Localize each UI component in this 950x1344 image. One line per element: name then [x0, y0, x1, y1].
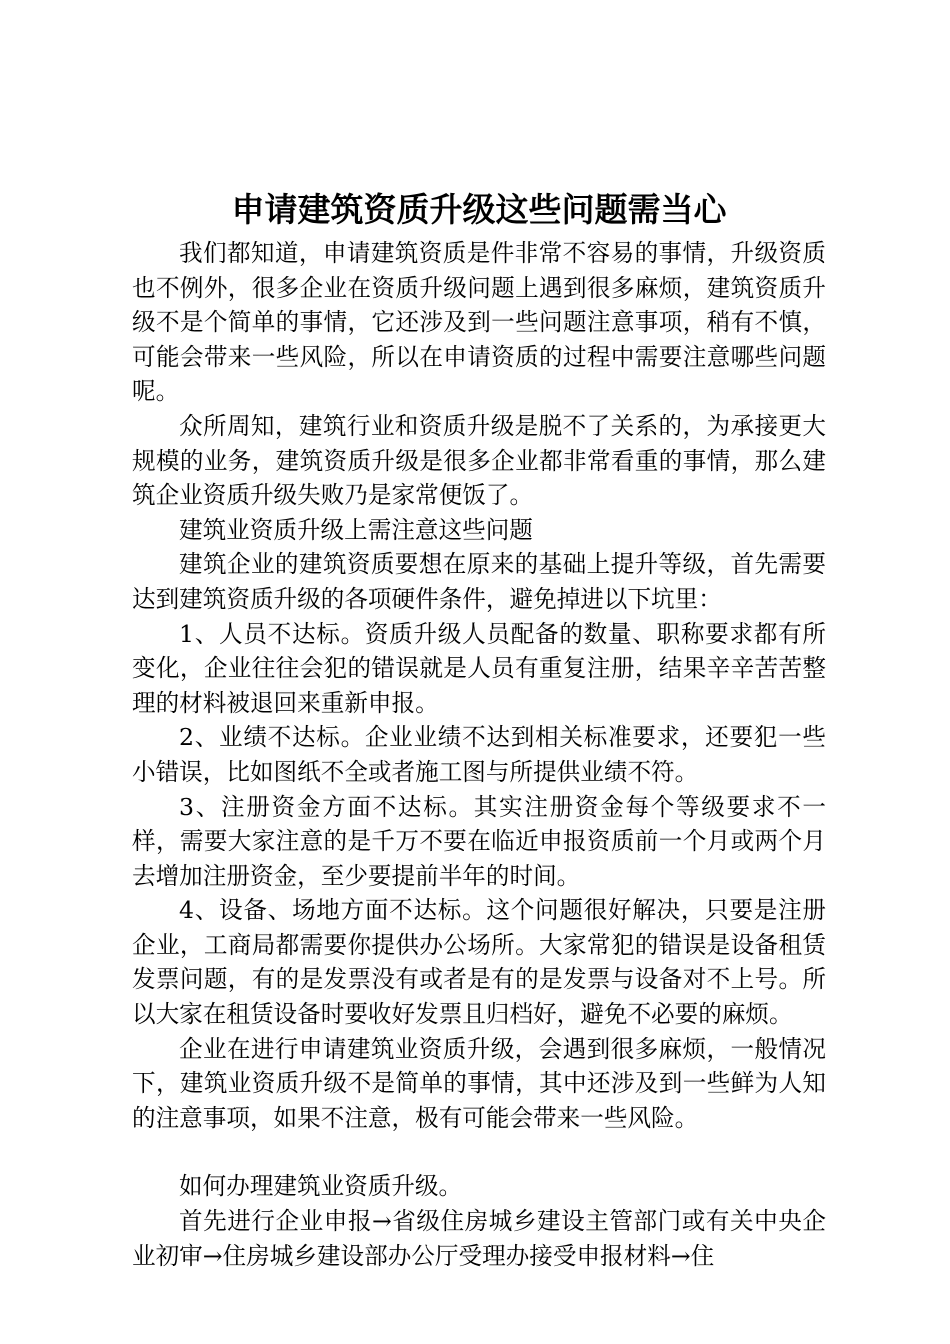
paragraph-summary: 企业在进行申请建筑业资质升级，会遇到很多麻烦，一般情况下，建筑业资质升级不是简单的事情，其中还涉及到一些鲜为人知的注意事项，如果不注意，极有可能会带来一些风险。: [132, 1034, 826, 1132]
paragraph-gap: [132, 1135, 826, 1169]
section-heading-issues: 建筑业资质升级上需注意这些问题: [179, 515, 533, 544]
paragraph-procedure: 首先进行企业申报→省级住房城乡建设主管部门或有关中央企业初审→住房城乡建设部办公厅受理办接受申报材料→住: [132, 1207, 826, 1270]
section-heading-procedure: 如何办理建筑业资质升级。: [179, 1172, 463, 1201]
list-item-capital: 3、注册资金方面不达标。其实注册资金每个等级要求不一样，需要大家注意的是千万不要在临近申报资质前一个月或两个月去增加注册资金，至少要提前半年的时间。: [132, 792, 826, 890]
document-page: [132, 180, 826, 1273]
list-item-performance: 2、业绩不达标。企业业绩不达到相关标准要求，还要犯一些小错误，比如图纸不全或者施工图与所提供业绩不符。: [132, 723, 826, 786]
paragraph-requirements: 建筑企业的建筑资质要想在原来的基础上提升等级，首先需要达到建筑资质升级的各项硬件条件，避免掉进以下坑里：: [132, 550, 826, 613]
list-item-personnel: 1、人员不达标。资质升级人员配备的数量、职称要求都有所变化，企业往往会犯的错误就是人员有重复注册，结果辛辛苦苦整理的材料被退回来重新申报。: [132, 619, 826, 717]
paragraph-background: 众所周知，建筑行业和资质升级是脱不了关系的，为承接更大规模的业务，建筑资质升级是很多企业都非常看重的事情，那么建筑企业资质升级失败乃是家常便饭了。: [132, 411, 826, 510]
list-item-equipment: 4、设备、场地方面不达标。这个问题很好解决，只要是注册企业，工商局都需要你提供办公场所。大家常犯的错误是设备租赁发票问题，有的是发票没有或者是有的是发票与设备对不上号。所以大家在租赁设备时要收好发票且归档好，避免不必要的麻烦。: [132, 896, 826, 1029]
document-title: 申请建筑资质升级这些问题需当心: [231, 190, 727, 229]
paragraph-intro: 我们都知道，申请建筑资质是件非常不容易的事情，升级资质也不例外，很多企业在资质升级问题上遇到很多麻烦，建筑资质升级不是个简单的事情，它还涉及到一些问题注意事项，稍有不慎，可能会带来一些风险，所以在申请资质的过程中需要注意哪些问题呢。: [132, 239, 826, 406]
